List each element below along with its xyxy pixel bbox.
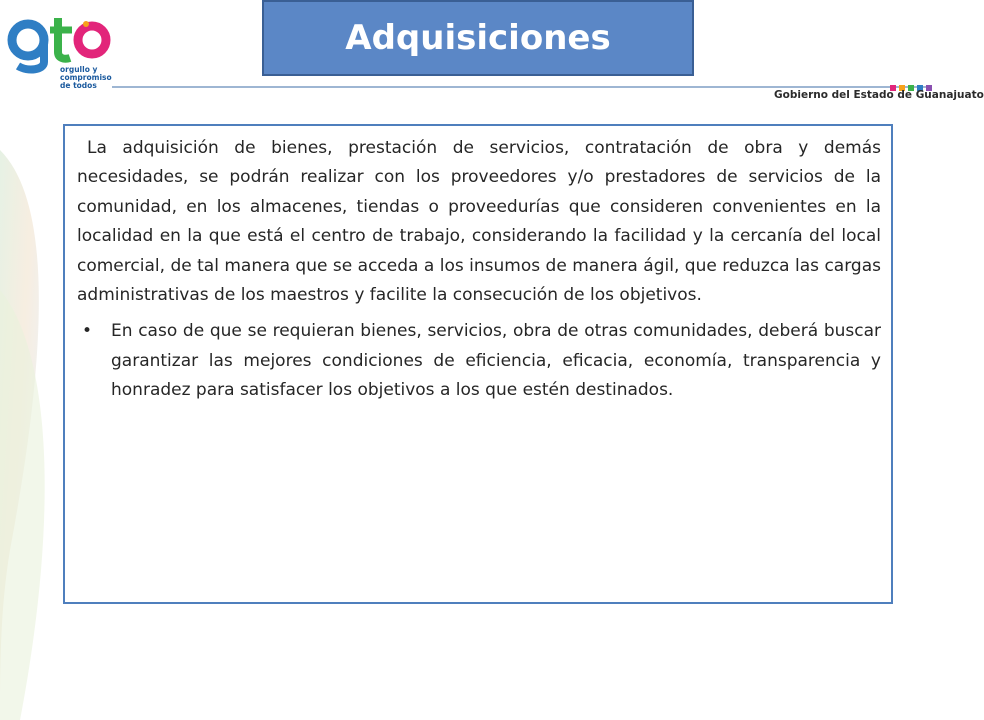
- gto-logo-tagline: orgullo y compromiso de todos: [60, 65, 112, 90]
- bullet-item: [77, 317, 881, 405]
- bullet-icon: •: [82, 321, 93, 342]
- content-box: [63, 124, 893, 604]
- page-title: Adquisiciones: [345, 18, 611, 58]
- gto-logo: [6, 10, 121, 92]
- bullet-text: En caso de que se requieran bienes, servicios, obra de otras comunidades, deberá buscar garantizar las mejores condiciones de eficiencia, eficacia, economía, transparencia y honradez para satisfacer los objetivos a los que estén destinados.: [111, 321, 881, 401]
- government-label: Gobierno del Estado de Guanajuato: [774, 89, 984, 101]
- gto-logo-mark: [6, 10, 116, 70]
- main-paragraph: La adquisición de bienes, prestación de servicios, contratación de obra y demás necesidades, se podrán realizar con los proveedores y/o prestadores de servicios de la comunidad, en los almacenes, tiendas o proveedurías que consideren convenientes en la localidad en la que está el centro de trabajo, considerando la facilidad y la cercanía del local comercial, de tal manera que se acceda a los insumos de manera ágil, que reduzca las cargas administrativas de los maestros y facilite la consecución de los objetivos.: [77, 138, 881, 306]
- title-banner: [262, 0, 694, 76]
- government-emblem: [770, 80, 984, 108]
